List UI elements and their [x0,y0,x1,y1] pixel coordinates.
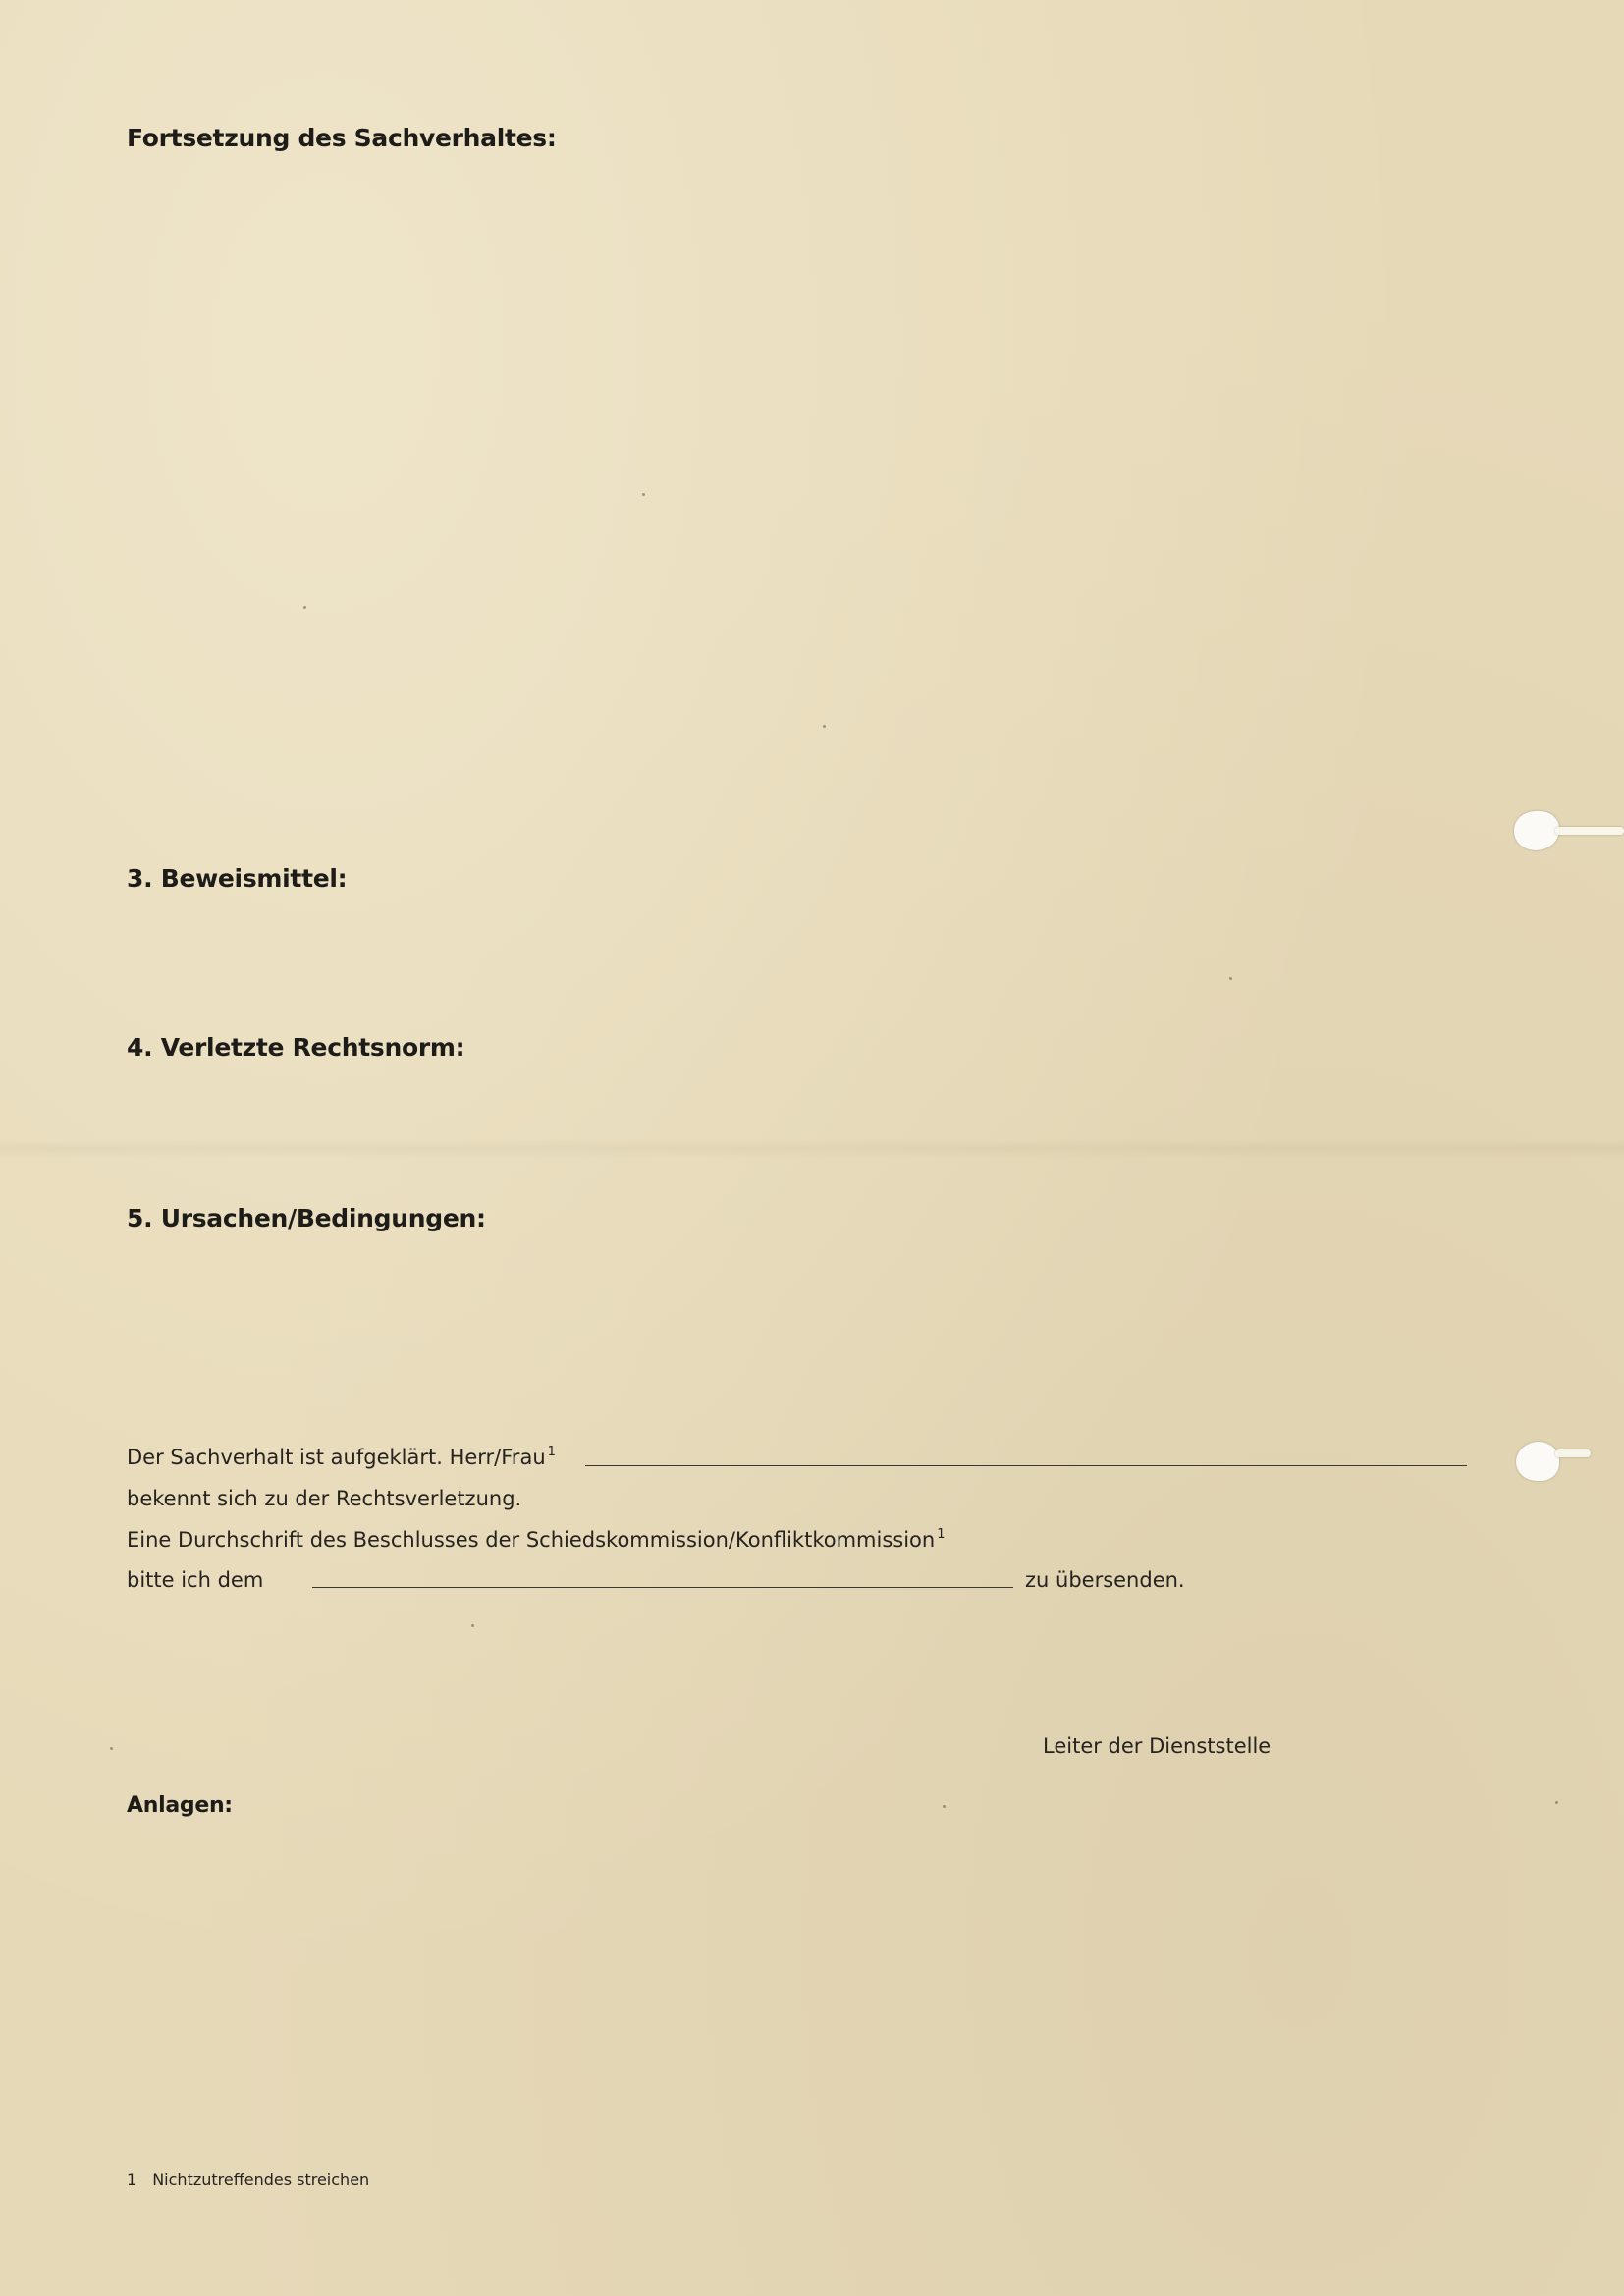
paper-speck [471,1624,474,1627]
paper-speck [943,1805,946,1808]
statement-line-3 [127,1528,946,1552]
statement-line-3-text: Eine Durchschrift des Beschlusses der Schiedskommission/Konfliktkommission [127,1528,936,1552]
statement-line-1-text: Der Sachverhalt ist aufgeklärt. Herr/Frau [127,1446,546,1469]
attachments-heading: Anlagen: [127,1793,233,1818]
causes-heading: 5. Ursachen/Bedingungen: [127,1204,486,1232]
footnote [127,2170,369,2189]
paper-speck [1555,1801,1558,1804]
punch-hole-tear-bottom [1555,1449,1591,1457]
evidence-heading: 3. Beweismittel: [127,864,348,893]
footnote-mark: 1 [547,1445,556,1459]
footnote-mark: 1 [937,1527,946,1542]
statement-line-4-suffix: zu übersenden. [1025,1568,1185,1592]
paper-speck [823,725,826,728]
statement-line-2: bekennt sich zu der Rechtsverletzung. [127,1487,522,1510]
violated-norm-heading: 4. Verletzte Rechtsnorm: [127,1033,465,1062]
statement-line-4-prefix: bitte ich dem [127,1568,264,1592]
paper-speck [642,493,645,496]
paper-speck [110,1747,113,1750]
punch-hole-tear-top [1555,827,1624,835]
statement-line-1 [127,1446,556,1469]
punch-hole-bottom [1516,1442,1559,1481]
signature-label: Leiter der Dienststelle [1043,1734,1272,1758]
person-name-field[interactable] [585,1465,1467,1466]
paper-speck [303,606,306,609]
recipient-field[interactable] [312,1587,1013,1588]
continuation-heading: Fortsetzung des Sachverhaltes: [127,124,557,152]
footnote-text: Nichtzutreffendes streichen [152,2170,370,2189]
punch-hole-top [1514,811,1559,850]
footnote-number: 1 [127,2170,137,2189]
paper-speck [1229,977,1232,980]
